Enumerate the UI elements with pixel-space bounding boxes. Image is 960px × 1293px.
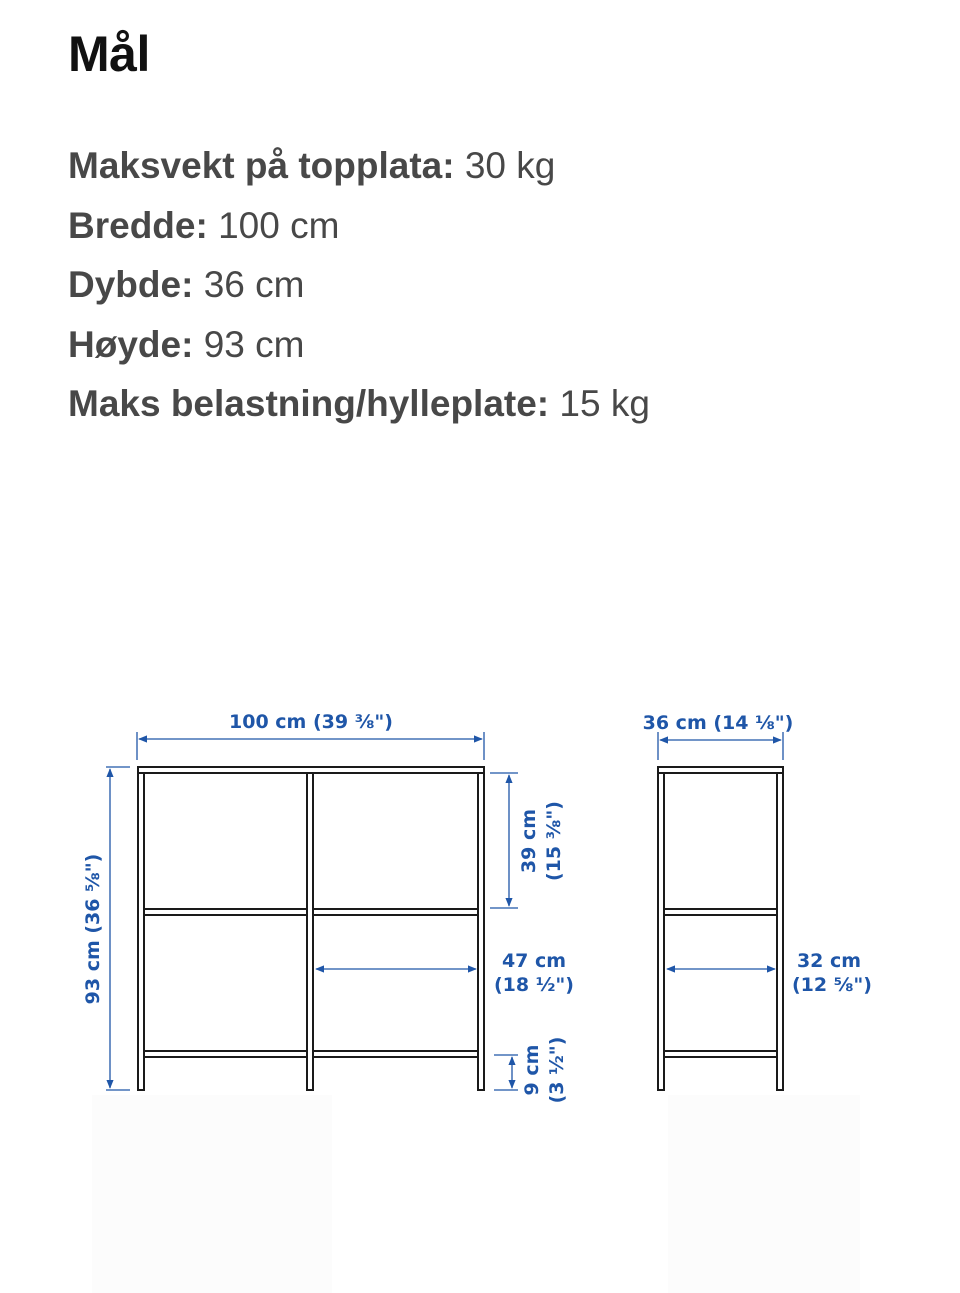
front-view [138, 767, 484, 1090]
spec-row-depth [68, 255, 650, 315]
spec-label: Maks belastning/hylleplate: [68, 383, 550, 424]
spec-value: 100 cm [218, 204, 340, 246]
spec-label: Bredde: [68, 204, 208, 246]
spec-label: Høyde: [68, 323, 194, 365]
inner-depth-label-in: (12 ⅝") [792, 974, 872, 996]
front-width-label: 100 cm (39 ⅜") [229, 711, 393, 733]
spec-value: 93 cm [203, 323, 305, 365]
spec-label: Dybde: [68, 264, 194, 305]
front-height-label: 93 cm (36 ⅝") [82, 853, 104, 1005]
side-depth-label: 36 cm (14 ⅛") [642, 712, 794, 734]
leg-height-label-in: (3 ½") [546, 1036, 568, 1104]
section-title: Mål [68, 26, 150, 82]
top-compartment-label-cm: 39 cm [518, 808, 540, 874]
inner-width-label-cm: 47 cm [501, 950, 567, 972]
spec-row-width [68, 196, 650, 256]
panel-bg-right [668, 1095, 860, 1293]
panel-bg-left [92, 1095, 332, 1293]
inner-width-label-in: (18 ½") [494, 974, 574, 996]
spec-value: 15 kg [559, 383, 650, 424]
spec-list [68, 136, 650, 434]
spec-value: 30 kg [464, 145, 556, 186]
top-compartment-label-in: (15 ⅜") [543, 801, 565, 881]
spec-row-max-weight-top [68, 136, 650, 196]
spec-row-height [68, 315, 650, 375]
leg-height-label-cm: 9 cm [521, 1044, 543, 1096]
dimension-drawing [0, 690, 960, 1293]
spec-label: Maksvekt på topplata: [68, 145, 455, 186]
inner-depth-label-cm: 32 cm [796, 950, 862, 972]
side-view [658, 767, 783, 1090]
spec-value: 36 cm [203, 264, 305, 305]
spec-row-max-load-shelf [68, 374, 650, 434]
